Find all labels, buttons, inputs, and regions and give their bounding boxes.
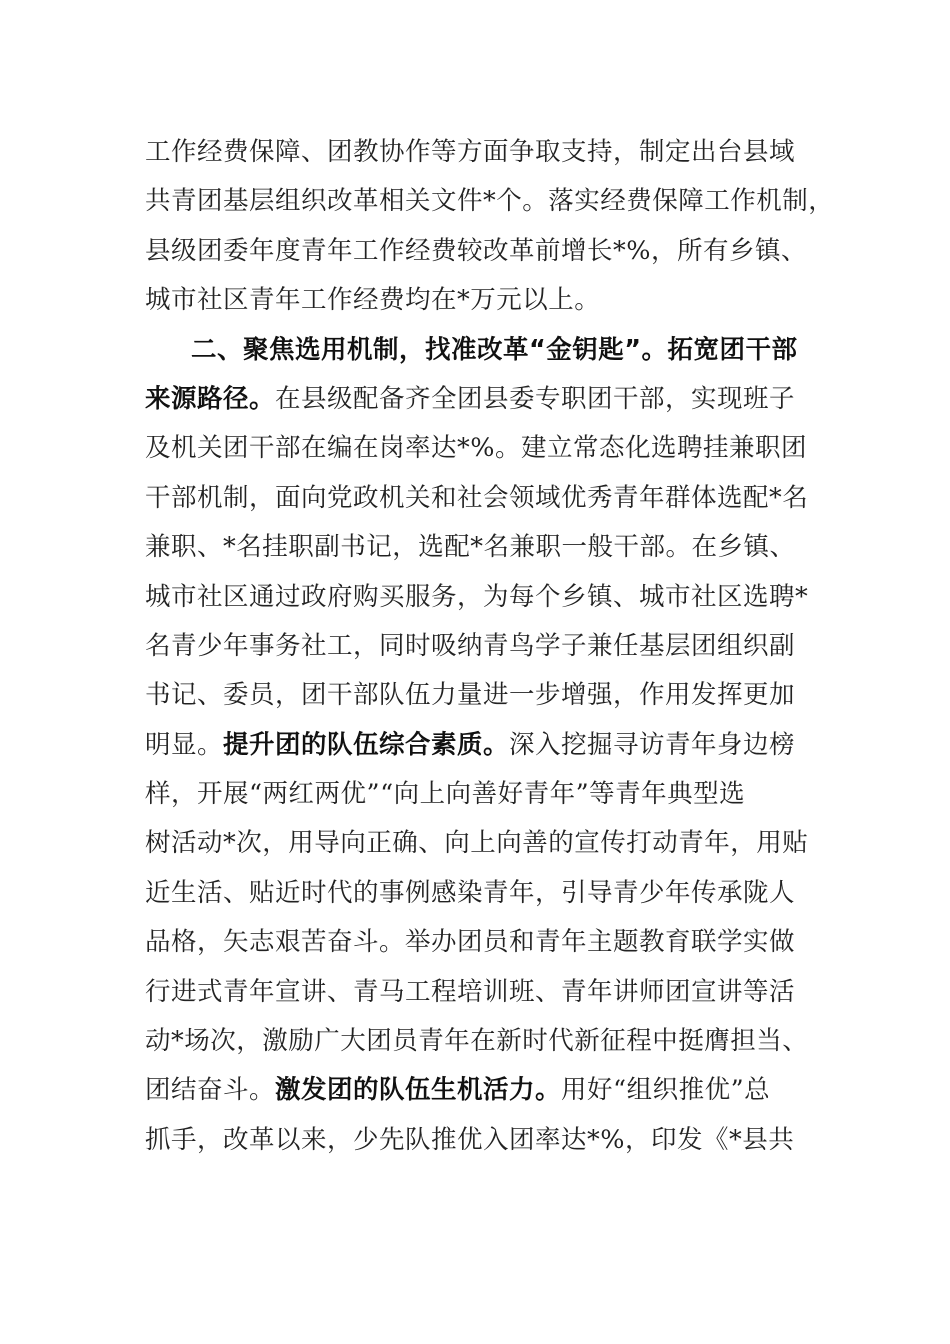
body-text: 品格，矢志艰苦奋斗。举办团员和青年主题教育联学实做 — [145, 927, 796, 958]
body-text: 书记、委员，团干部队伍力量进一步增强，作用发挥更加 — [145, 680, 796, 711]
body-text: 兼职、*名挂职副书记，选配*名兼职一般干部。在乡镇、 — [145, 532, 796, 563]
body-text: 在县级配备齐全团县委专职团干部，实现班子 — [275, 383, 796, 414]
text-line — [145, 573, 807, 622]
text-line — [145, 1017, 807, 1066]
text-line — [145, 1066, 807, 1115]
text-line — [145, 227, 807, 276]
body-text: 动*场次，激励广大团员青年在新时代新征程中挺膺担当、 — [145, 1026, 809, 1057]
bold-heading-text: 二、聚焦选用机制，找准改革“金钥匙”。拓宽团干部 — [191, 334, 798, 365]
body-text: 抓手，改革以来，少先队推优入团率达*%，印发《*县共 — [145, 1124, 795, 1155]
body-text: 及机关团干部在编在岗率达*%。建立常态化选聘挂兼职团 — [145, 433, 807, 464]
body-text: 样，开展“两红两优”“向上向善好青年”等青年典型选 — [145, 779, 746, 810]
bold-heading-text: 来源路径。 — [145, 383, 276, 414]
text-line — [145, 1116, 807, 1165]
body-text: 明显。 — [145, 729, 224, 760]
text-line — [145, 869, 807, 918]
body-text: 深入挖掘寻访青年身边榜 — [509, 729, 796, 760]
text-line — [145, 177, 835, 226]
text-line — [145, 326, 807, 375]
body-text: 城市社区通过政府购买服务，为每个乡镇、城市社区选聘* — [145, 581, 809, 612]
body-text: 工作经费保障、团教协作等方面争取支持，制定出台县域 — [145, 137, 796, 167]
text-line — [145, 671, 807, 720]
text-line — [145, 375, 807, 424]
document-body — [145, 128, 835, 1165]
text-line — [145, 474, 807, 523]
bold-heading-text: 提升团的队伍综合素质。 — [223, 729, 510, 760]
text-line — [145, 918, 807, 967]
text-line — [145, 523, 807, 572]
body-text: 名青少年事务社工，同时吸纳青鸟学子兼任基层团组织副 — [145, 630, 796, 661]
text-line — [145, 721, 807, 770]
text-line — [145, 968, 807, 1017]
body-text: 行进式青年宣讲、青马工程培训班、青年讲师团宣讲等活 — [145, 976, 796, 1007]
body-text: 县级团委年度青年工作经费较改革前增长*%，所有乡镇、 — [145, 235, 807, 266]
text-line — [145, 622, 807, 671]
text-line — [145, 819, 807, 868]
body-text: 团结奋斗。 — [145, 1075, 276, 1106]
text-line — [145, 424, 807, 473]
bold-heading-text: 激发团的队伍生机活力。 — [275, 1075, 562, 1106]
body-text: 树活动*次，用导向正确、向上向善的宣传打动青年，用贴 — [145, 828, 809, 859]
body-text: 干部机制，面向党政机关和社会领域优秀青年群体选配*名 — [145, 482, 809, 513]
body-text: 用好“组织推优”总 — [561, 1075, 771, 1106]
body-text: 城市社区青年工作经费均在*万元以上。 — [145, 285, 601, 316]
body-text: 近生活、贴近时代的事例感染青年，引导青少年传承陇人 — [145, 877, 796, 908]
text-line — [145, 128, 807, 177]
text-line — [145, 276, 807, 325]
body-text: 共青团基层组织改革相关文件*个。落实经费保障工作机制， — [145, 186, 835, 217]
text-line — [145, 770, 807, 819]
